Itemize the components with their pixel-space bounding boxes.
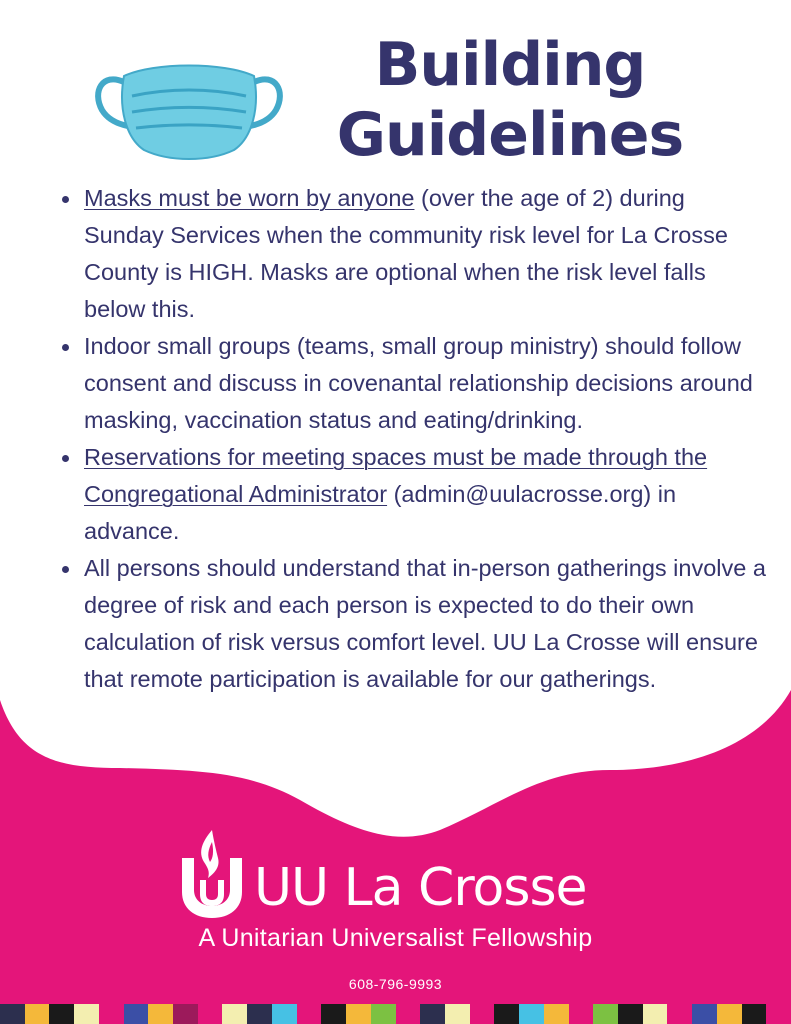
guideline-item: [54, 550, 766, 698]
color-stripe: [297, 1004, 322, 1024]
color-stripe: [396, 1004, 421, 1024]
color-stripe-bar: [0, 1004, 791, 1024]
color-stripe: [445, 1004, 470, 1024]
org-logo: [180, 828, 620, 924]
color-stripe: [692, 1004, 717, 1024]
color-stripe: [420, 1004, 445, 1024]
face-mask-icon: [94, 52, 284, 168]
guideline-text: (over the age of 2) during Sunday Services when the community risk level for La Crosse County is HIGH. Masks are optional when the risk level falls below this.: [84, 185, 728, 322]
color-stripe: [593, 1004, 618, 1024]
color-stripe: [148, 1004, 173, 1024]
guideline-emphasis: Reservations for meeting spaces must be made through the Congregational Administrator: [84, 444, 708, 507]
color-stripe: [569, 1004, 594, 1024]
guideline-item: [54, 328, 766, 439]
color-stripe: [173, 1004, 198, 1024]
color-stripe: [272, 1004, 297, 1024]
color-stripe: [0, 1004, 25, 1024]
color-stripe: [222, 1004, 247, 1024]
page-title: [300, 30, 720, 170]
org-name: UU La Crosse: [254, 858, 587, 918]
title-line-2: Guidelines: [336, 100, 684, 170]
color-stripe: [717, 1004, 742, 1024]
color-stripe: [544, 1004, 569, 1024]
phone-number: 608-796-9993: [348, 976, 443, 992]
color-stripe: [74, 1004, 99, 1024]
guidelines-list: [54, 180, 766, 698]
color-stripe: [742, 1004, 767, 1024]
color-stripe: [247, 1004, 272, 1024]
guideline-text: Indoor small groups (teams, small group ministry) should follow consent and discuss in covenantal relationship decisions around masking, vaccination status and eating/drinking.: [84, 333, 753, 433]
guideline-item: [54, 439, 766, 550]
color-stripe: [667, 1004, 692, 1024]
color-stripe: [766, 1004, 791, 1024]
guideline-text: (admin@uulacrosse.org) in advance.: [84, 481, 677, 544]
color-stripe: [198, 1004, 223, 1024]
color-stripe: [643, 1004, 668, 1024]
guideline-text: All persons should understand that in-person gatherings involve a degree of risk and each person is expected to do their own calculation of risk versus comfort level. UU La Crosse will ensure that remote participation is available for our gatherings.: [84, 555, 766, 692]
color-stripe: [49, 1004, 74, 1024]
guideline-emphasis: Masks must be worn by anyone: [84, 185, 415, 211]
color-stripe: [346, 1004, 371, 1024]
color-stripe: [519, 1004, 544, 1024]
color-stripe: [124, 1004, 149, 1024]
guideline-item: [54, 180, 766, 328]
org-tagline: A Unitarian Universalist Fellowship: [198, 924, 593, 952]
color-stripe: [494, 1004, 519, 1024]
color-stripe: [99, 1004, 124, 1024]
color-stripe: [618, 1004, 643, 1024]
title-line-1: Building: [374, 30, 646, 100]
color-stripe: [25, 1004, 50, 1024]
color-stripe: [321, 1004, 346, 1024]
color-stripe: [371, 1004, 396, 1024]
flaming-chalice-icon: [180, 828, 244, 920]
color-stripe: [470, 1004, 495, 1024]
